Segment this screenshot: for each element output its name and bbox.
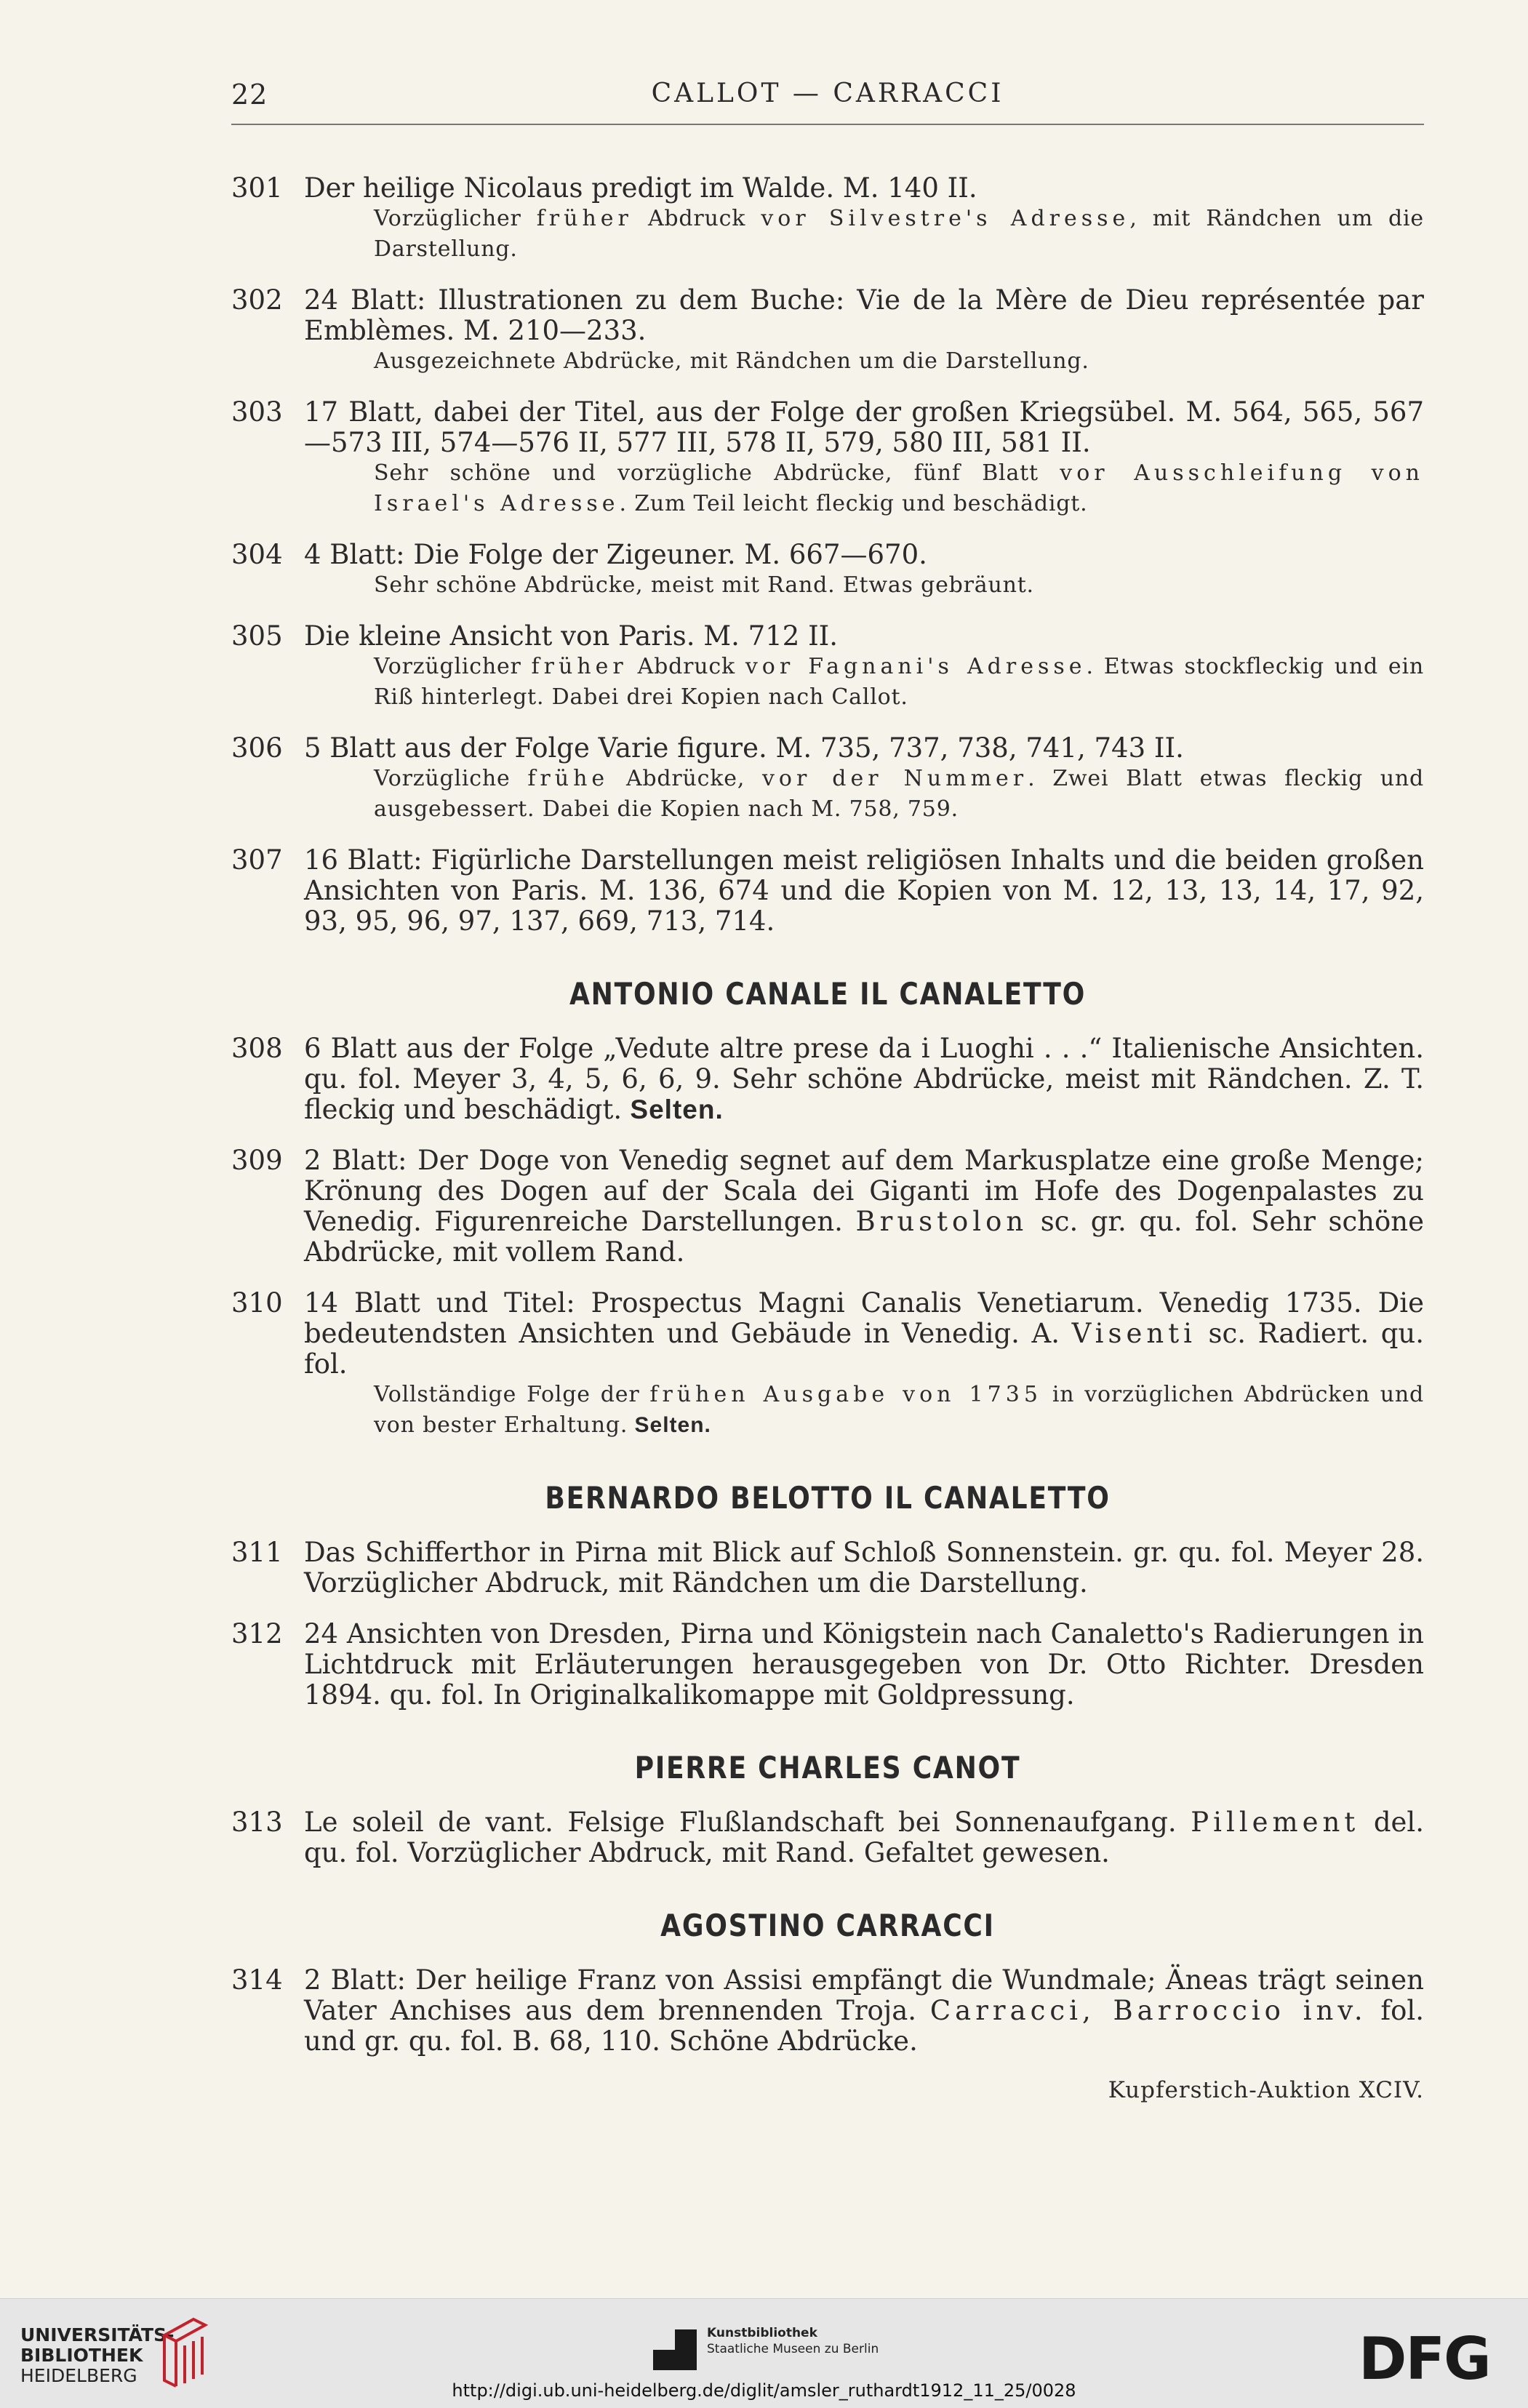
catalog-entry-311 [231,1537,1424,1599]
entry-text: 5 Blatt aus der Folge Varie figure. M. 735, 737, 738, 741, 743 II. [304,732,1184,764]
entry-number: 309 [231,1145,283,1176]
entry-note: Sehr schöne Abdrücke, meist mit Rand. Etwas gebräunt. [374,572,1034,598]
entry-text: 4 Blatt: Die Folge der Zigeuner. M. 667—670. [304,539,927,570]
section-heading-canot: PIERRE CHARLES CANOT [634,1750,1021,1785]
catalog-entry-304 [231,540,1424,601]
catalog-content [231,173,1424,2103]
rarity-mark: Selten. [622,1095,724,1124]
kunstbibliothek-logo-text[interactable]: Kunstbibliothek Staatliche Museen zu Berlin [707,2326,879,2356]
catalog-entry-303 [231,397,1424,519]
entry-number: 314 [231,1964,283,1996]
auction-footnote: Kupferstich-Auktion XCIV. [1108,2077,1424,2103]
entry-number: 302 [231,284,283,316]
engraver-name: Visenti [1071,1318,1196,1349]
page-number: 22 [231,79,268,111]
entry-text: 2 Blatt: Der heilige Franz von Assisi empfängt die Wundmale; Äneas trägt seinen Vater Anchises aus dem brennenden Troja. Carracci, Barroccio inv. fol. und gr. qu. fol. B. 68, 110. Schöne Abdrücke. [304,1964,1424,2057]
entry-number: 301 [231,172,283,204]
catalog-entry-308 [231,1033,1424,1125]
entry-note: Vollständige Folge der frühen Ausgabe von 1735 in vorzüglichen Abdrücken und von bester Erhaltung. Selten. [374,1382,1424,1438]
entry-number: 305 [231,620,283,652]
section-heading-carracci: AGOSTINO CARRACCI [660,1908,995,1943]
entry-text: 24 Ansichten von Dresden, Pirna und Königstein nach Canaletto's Radierungen in Lichtdruck mit Erläuterungen herausgegeben von Dr. Otto Richter. Dresden 1894. qu. fol. In Originalkalikomappe mit Goldpressung. [304,1618,1424,1711]
entry-text: 2 Blatt: Der Doge von Venedig segnet auf dem Markusplatze eine große Menge; Krönung des Dogen auf der Scala dei Giganti im Hofe des Dogenpalastes zu Venedig. Figurenreiche Darstellungen. Brustolon sc. gr. qu. fol. Sehr schöne Abdrücke, mit vollem Rand. [304,1145,1425,1268]
catalog-entry-307 [231,845,1424,937]
entry-text: Die kleine Ansicht von Paris. M. 712 II. [304,620,839,652]
entry-number: 310 [231,1287,283,1319]
catalog-entry-301 [231,173,1424,265]
entry-number: 304 [231,539,283,570]
entry-number: 308 [231,1033,283,1064]
entry-number: 311 [231,1537,283,1568]
catalog-entry-305 [231,621,1424,713]
viewer-footer [0,2298,1528,2408]
entry-note: Vorzüglicher früher Abdruck vor Silvestre's Adresse, mit Rändchen um die Darstellung. [374,206,1424,262]
catalog-entry-302 [231,285,1424,377]
section-heading-canale: ANTONIO CANALE IL CANALETTO [569,976,1087,1012]
catalog-entry-310 [231,1288,1424,1441]
entry-text: 17 Blatt, dabei der Titel, aus der Folge der großen Kriegsübel. M. 564, 565, 567—573 III, 574—576 II, 577 III, 578 II, 579, 580 III, 581 II. [304,396,1424,458]
entry-number: 307 [231,844,283,876]
permalink-url[interactable]: http://digi.ub.uni-heidelberg.de/diglit/amsler_ruthardt1912_11_25/0028 [452,2380,1076,2401]
section-heading-belotto: BERNARDO BELOTTO IL CANALETTO [545,1480,1111,1516]
entry-note: Vorzüglicher früher Abdruck vor Fagnani's Adresse. Etwas stockfleckig und ein Riß hinterlegt. Dabei drei Kopien nach Callot. [374,654,1424,710]
entry-text: Der heilige Nicolaus predigt im Walde. M. 140 II. [304,172,977,204]
entry-text: 6 Blatt aus der Folge „Vedute altre prese da i Luoghi . . .“ Italienische Ansichten. qu. fol. Meyer 3, 4, 5, 6, 6, 9. Sehr schöne Abdrücke, meist mit Rändchen. Z. T. fleckig und beschädigt. Selten. [304,1033,1424,1125]
catalog-entry-312 [231,1619,1424,1711]
running-title: CALLOT — CARRACCI [651,79,1004,108]
catalog-entry-313 [231,1807,1424,1868]
engraver-name: Brustolon [855,1206,1028,1237]
catalog-entry-309 [231,1145,1424,1268]
entry-number: 306 [231,732,283,764]
kunstbibliothek-logo-icon[interactable] [653,2329,697,2370]
university-library-logo-text[interactable]: UNIVERSITÄTS- BIBLIOTHEK HEIDELBERG [20,2324,175,2386]
entry-number: 303 [231,396,283,428]
artist-name: Pillement [1191,1807,1360,1838]
entry-note: Sehr schöne und vorzügliche Abdrücke, fünf Blatt vor Ausschleifung von Israel's Adresse. Zum Teil leicht fleckig und beschädigt. [374,460,1424,516]
entry-text: 24 Blatt: Illustrationen zu dem Buche: Vie de la Mère de Dieu représentée par Emblèmes. M. 210—233. [304,284,1424,346]
catalog-entry-314 [231,1965,1424,2057]
entry-text: Das Schifferthor in Pirna mit Blick auf Schloß Sonnenstein. gr. qu. fol. Meyer 28. Vorzüglicher Abdruck, mit Rändchen um die Darstellung. [304,1537,1424,1599]
entry-number: 313 [231,1807,283,1838]
callot-entries [231,173,1424,937]
entry-text: 16 Blatt: Figürliche Darstellungen meist religiösen Inhalts und die beiden großen Ansichten von Paris. M. 136, 674 und die Kopien von M. 12, 13, 13, 14, 17, 92, 93, 95, 96, 97, 137, 669, 713, 714. [304,844,1424,937]
page-header [231,79,1424,125]
entry-note: Ausgezeichnete Abdrücke, mit Rändchen um die Darstellung. [374,348,1089,374]
catalog-entry-306 [231,733,1424,825]
entry-number: 312 [231,1618,283,1649]
artist-name: Carracci, Barroccio inv. [929,1995,1367,2026]
dfg-logo[interactable]: DFG [1359,2325,1490,2393]
entry-note: Vorzügliche frühe Abdrücke, vor der Nummer. Zwei Blatt etwas fleckig und ausgebessert. Dabei die Kopien nach M. 758, 759. [374,766,1424,822]
entry-text: Le soleil de vant. Felsige Flußlandschaft bei Sonnenaufgang. Pillement del. qu. fol. Vorzüglicher Abdruck, mit Rand. Gefaltet gewesen. [304,1807,1424,1868]
entry-text: 14 Blatt und Titel: Prospectus Magni Canalis Venetiarum. Venedig 1735. Die bedeutendsten Ansichten und Gebäude in Venedig. A. Visenti sc. Radiert. qu. fol. [304,1287,1424,1380]
rarity-mark: Selten. [628,1413,711,1437]
